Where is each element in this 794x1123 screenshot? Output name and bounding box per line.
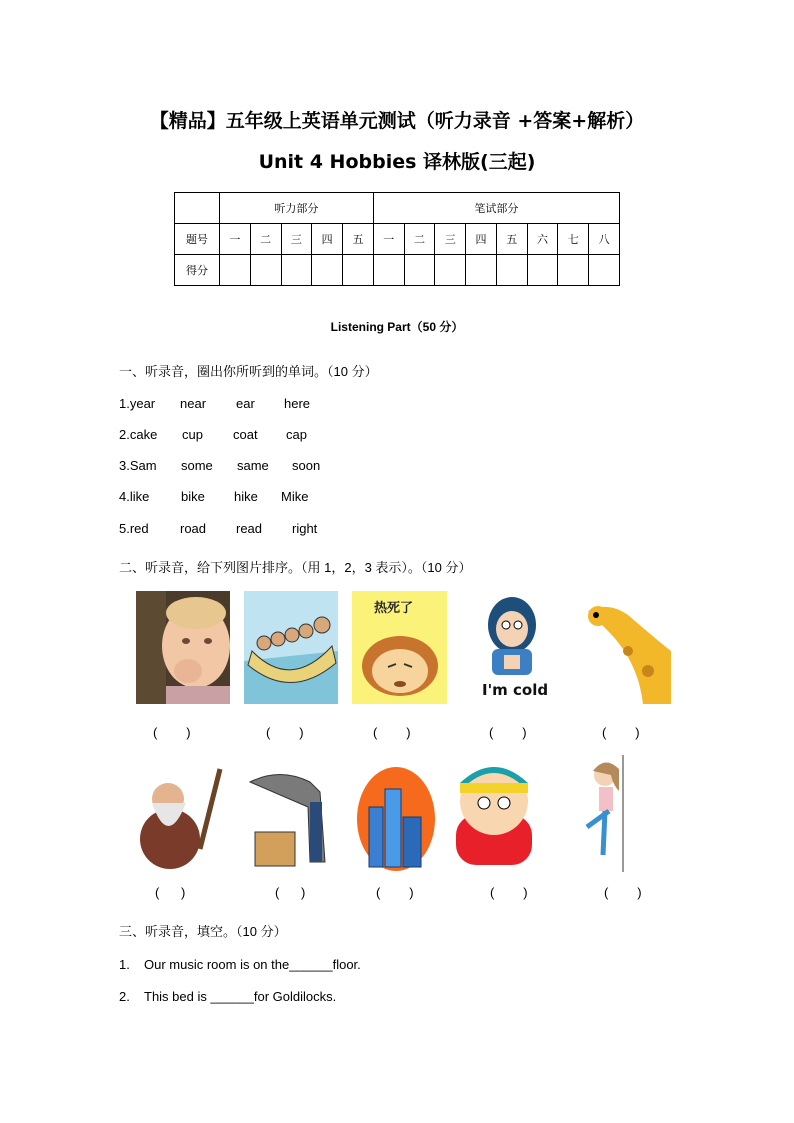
score-table [174, 192, 620, 286]
col-written-5: 五 [496, 224, 527, 255]
word[interactable]: road [180, 521, 207, 536]
answer-blank[interactable]: ( ) [275, 885, 306, 900]
hot-caption: 热死了 [374, 601, 414, 616]
col-listening-5: 五 [343, 224, 374, 255]
cold-caption: I'm cold [482, 681, 549, 699]
word[interactable]: right [292, 521, 318, 536]
giraffe-image [568, 591, 671, 704]
col-written-4: 四 [466, 224, 497, 255]
score-cell[interactable] [343, 255, 374, 286]
listening-group-header: 听力部分 [220, 193, 374, 224]
document-subtitle: Unit 4 Hobbies 译林版(三起) [258, 151, 536, 173]
word[interactable]: Mike [281, 489, 309, 504]
cartoon-boy-image [446, 755, 542, 872]
word[interactable]: soon [292, 458, 321, 473]
score-cell[interactable] [527, 255, 558, 286]
word[interactable]: 3.Sam [119, 458, 157, 473]
word[interactable]: 4.like [119, 489, 150, 504]
table-row-scores [175, 255, 620, 286]
listening-part-header: Listening Part（50 分） [330, 320, 464, 334]
city-buildings-image [357, 767, 435, 872]
answer-blank[interactable]: ( ) [376, 885, 414, 900]
word[interactable]: cup [182, 427, 203, 442]
col-listening-2: 二 [250, 224, 281, 255]
score-cell[interactable] [466, 255, 497, 286]
item-text: This bed is ______for Goldilocks. [144, 989, 337, 1004]
baby-eating-image [136, 591, 230, 704]
score-cell[interactable] [496, 255, 527, 286]
col-written-7: 七 [558, 224, 589, 255]
hot-monkey-image [352, 591, 447, 704]
cold-kid-image [472, 591, 556, 704]
score-cell[interactable] [558, 255, 589, 286]
q3-item-1 [119, 957, 361, 972]
col-written-8: 八 [589, 224, 620, 255]
score-cell[interactable] [589, 255, 620, 286]
score-cell[interactable] [404, 255, 435, 286]
word[interactable]: 2.cake [119, 427, 158, 442]
q3-heading: 三、听录音，填空。（10 分） [119, 924, 287, 939]
row-label-number: 题号 [175, 224, 220, 255]
girl-leaning-image [563, 755, 649, 872]
q2-heading: 二、听录音，给下列图片排序。（用 1，2，3 表示）。（10 分） [119, 560, 472, 575]
col-listening-4: 四 [312, 224, 343, 255]
word[interactable]: hike [234, 489, 258, 504]
word[interactable]: coat [233, 427, 258, 442]
item-number: 1. [119, 957, 130, 972]
document-title: 【精品】五年级上英语单元测试（听力录音 +答案+解析） [149, 110, 645, 132]
people-in-boat-image [244, 591, 338, 704]
answer-blank[interactable]: ( ) [490, 885, 528, 900]
item-number: 2. [119, 989, 130, 1004]
man-lifting-box-image [240, 762, 337, 872]
col-written-1: 一 [373, 224, 404, 255]
word[interactable]: read [236, 521, 263, 536]
word[interactable]: here [284, 396, 311, 411]
table-header-row [175, 193, 620, 224]
score-cell[interactable] [373, 255, 404, 286]
col-listening-3: 三 [281, 224, 312, 255]
written-group-header: 笔试部分 [373, 193, 619, 224]
word[interactable]: bike [181, 489, 205, 504]
q3-item-2 [119, 989, 336, 1004]
answer-blank[interactable]: ( ) [604, 885, 642, 900]
answer-blank[interactable]: ( ) [489, 725, 527, 740]
word[interactable]: ear [236, 396, 255, 411]
score-cell[interactable] [312, 255, 343, 286]
score-cell[interactable] [250, 255, 281, 286]
q1-heading: 一、听录音，圈出你所听到的单词。（10 分） [119, 364, 378, 379]
word[interactable]: 5.red [119, 521, 149, 536]
answer-blank[interactable]: ( ) [602, 725, 640, 740]
col-written-2: 二 [404, 224, 435, 255]
col-written-6: 六 [527, 224, 558, 255]
row-label-score: 得分 [175, 255, 220, 286]
answer-blank[interactable]: ( ) [266, 725, 304, 740]
score-cell[interactable] [220, 255, 251, 286]
word[interactable]: 1.year [119, 396, 156, 411]
word[interactable]: same [237, 458, 269, 473]
col-listening-1: 一 [220, 224, 251, 255]
old-dwarf-image [130, 759, 225, 872]
answer-blank[interactable]: ( ) [153, 725, 191, 740]
score-cell[interactable] [435, 255, 466, 286]
score-cell[interactable] [281, 255, 312, 286]
word[interactable]: cap [286, 427, 307, 442]
answer-blank[interactable]: ( ) [155, 885, 186, 900]
word[interactable]: some [181, 458, 213, 473]
item-text: Our music room is on the______floor. [144, 957, 361, 972]
col-written-3: 三 [435, 224, 466, 255]
table-row-numbers [175, 224, 620, 255]
word[interactable]: near [180, 396, 207, 411]
answer-blank[interactable]: ( ) [373, 725, 411, 740]
